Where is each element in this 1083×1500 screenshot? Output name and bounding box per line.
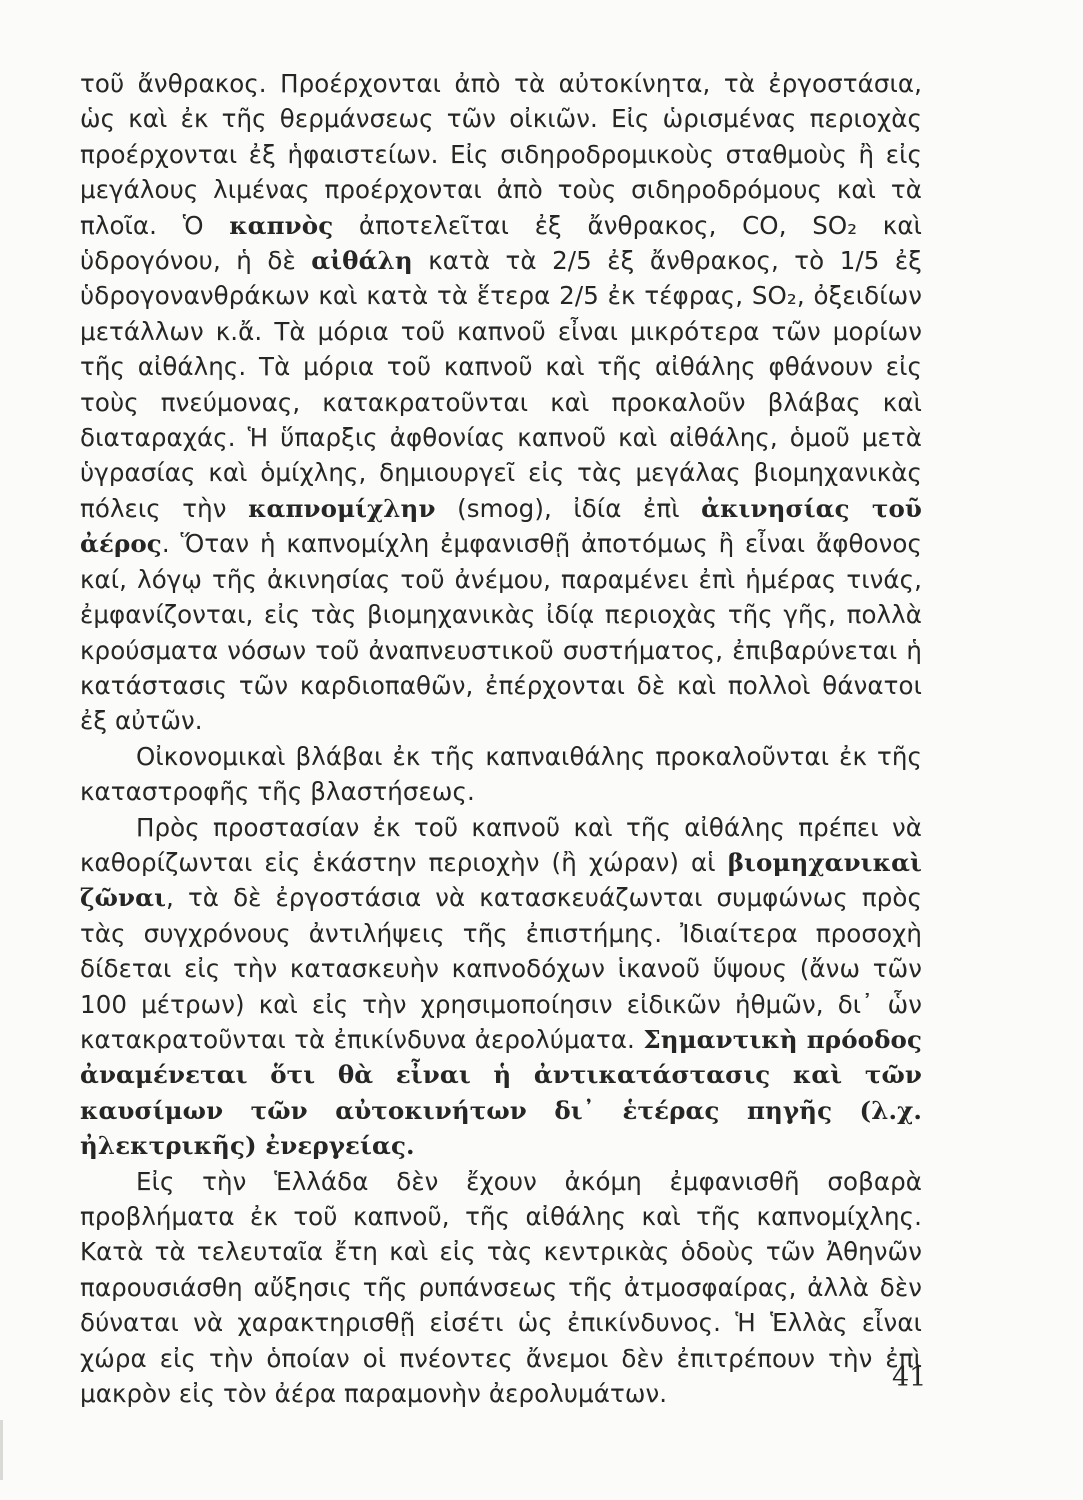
- paragraph: [80, 739, 922, 810]
- page-body: [80, 66, 922, 1411]
- text-run: Πρὸς προστασίαν ἐκ τοῦ καπνοῦ καὶ τῆς αἰθάλης πρέπει νὰ καθορίζωνται εἰς ἑκάστην περιοχὴν (ἢ χώραν) αἱ: [80, 812, 922, 877]
- bold-term: καπνὸς: [229, 210, 334, 240]
- paragraph: [80, 810, 922, 1164]
- bold-term: βιομηχανικαὶ ζῶναι: [80, 847, 922, 913]
- text-run: ἀποτελεῖται ἐξ ἄνθρακος, CO, SO₂ καὶ ὑδρογόνου, ἡ δὲ: [80, 210, 922, 276]
- text-run: κατὰ τὰ 2/5 ἐξ ἄνθρακος, τὸ 1/5 ἐξ ὑδρογονανθράκων καὶ κατὰ τὰ ἕτερα 2/5 ἐκ τέφρας, SO₂, ὀξειδίων μετάλλων κ.ἄ. Τὰ μόρια τοῦ καπνοῦ εἶναι μικρότερα τῶν μορίων τῆς αἰθάλης. Τὰ μόρια τοῦ καπνοῦ καὶ τῆς αἰθάλης φθάνουν εἰς τοὺς πνεύμονας, κατακρατοῦνται καὶ προκαλοῦν βλάβας καὶ διαταραχάς. Ἡ ὕπαρξις ἀφθονίας καπνοῦ καὶ αἰθάλης, ὁμοῦ μετὰ ὑγρασίας καὶ ὁμίχλης, δημιουργεῖ εἰς τὰς μεγάλας βιομηχανικὰς πόλεις τὴν: [80, 246, 922, 523]
- text-run: , τὰ δὲ ἐργοστάσια νὰ κατασκευάζωνται συμφώνως πρὸς τὰς συγχρόνους ἀντιλήψεις τῆς ἐπιστήμης. Ἰδιαίτερα προσοχὴ δίδεται εἰς τὴν κατασκευὴν καπνοδόχων ἱκανοῦ ὕψους (ἄνω τῶν 100 μέτρων) καὶ εἰς τὴν χρησιμοποίησιν εἰδικῶν ἠθμῶν, δι᾿ ὧν κατακρατοῦνται τὰ ἐπικίνδυνα ἀερολύματα.: [80, 883, 922, 1054]
- bold-term: Σημαντικὴ πρόοδος ἀναμένεται ὅτι θὰ εἶναι ἡ ἀντικατάστασις καὶ τῶν καυσίμων τῶν αὐτοκινήτων δι᾿ ἑτέρας πηγῆς (λ.χ. ἠλεκτρικῆς) ἐνεργείας.: [80, 1024, 922, 1161]
- text-run: (smog), ἰδία ἐπὶ: [435, 493, 702, 523]
- paragraph: [80, 66, 922, 739]
- text-run: Οἰκονομικαὶ βλάβαι ἐκ τῆς καπναιθάλης προκαλοῦνται ἐκ τῆς καταστροφῆς τῆς βλαστήσεως.: [80, 741, 922, 807]
- bold-term: καπνομίχλην: [248, 493, 436, 523]
- scan-edge-mark: [0, 1420, 3, 1480]
- paragraph: [80, 1164, 922, 1412]
- text-run: . Ὅταν ἡ καπνομίχλη ἐμφανισθῇ ἀποτόμως ἢ εἶναι ἄφθονος καί, λόγῳ τῆς ἀκινησίας τοῦ ἀνέμου, παραμένει ἐπὶ ἡμέρας τινάς, ἐμφανίζονται, εἰς τὰς βιομηχανικὰς ἰδίᾳ περιοχὰς τῆς γῆς, πολλὰ κρούσματα νόσων τοῦ ἀναπνευστικοῦ συστήματος, ἐπιβαρύνεται ἡ κατάστασις τῶν καρδιοπαθῶν, ἐπέρχονται δὲ καὶ πολλοὶ θάνατοι ἐξ αὐτῶν.: [80, 529, 922, 736]
- bold-term: ἀκινησίας τοῦ ἀέρος: [80, 493, 923, 559]
- text-run: τοῦ ἄνθρακος. Προέρχονται ἀπὸ τὰ αὐτοκίνητα, τὰ ἐργοστάσια, ὡς καὶ ἐκ τῆς θερμάνσεως τῶν οἰκιῶν. Εἰς ὡρισμένας περιοχὰς προέρχονται ἐξ ἡφαιστείων. Εἰς σιδηροδρομικοὺς σταθμοὺς ἢ εἰς μεγάλους λιμένας προέρχονται ἀπὸ τοὺς σιδηροδρόμους καὶ τὰ πλοῖα. Ὁ: [80, 69, 922, 240]
- bold-term: αἰθάλη: [311, 246, 413, 276]
- page-number: 41: [892, 1362, 927, 1393]
- text-run: Εἰς τὴν Ἑλλάδα δὲν ἔχουν ἀκόμη ἐμφανισθῆ σοβαρὰ προβλήματα ἐκ τοῦ καπνοῦ, τῆς αἰθάλης καὶ τῆς καπνομίχλης. Κατὰ τὰ τελευταῖα ἔτη καὶ εἰς τὰς κεντρικὰς ὁδοὺς τῶν Ἀθηνῶν παρουσιάσθη αὔξησις τῆς ρυπάνσεως τῆς ἀτμοσφαίρας, ἀλλὰ δὲν δύναται νὰ χαρακτηρισθῇ εἰσέτι ὡς ἐπικίνδυνος. Ἡ Ἑλλὰς εἶναι χώρα εἰς τὴν ὁποίαν οἱ πνέοντες ἄνεμοι δὲν ἐπιτρέπουν τὴν ἐπὶ μακρὸν εἰς τὸν ἀέρα παραμονὴν ἀερολυμάτων.: [80, 1166, 922, 1409]
